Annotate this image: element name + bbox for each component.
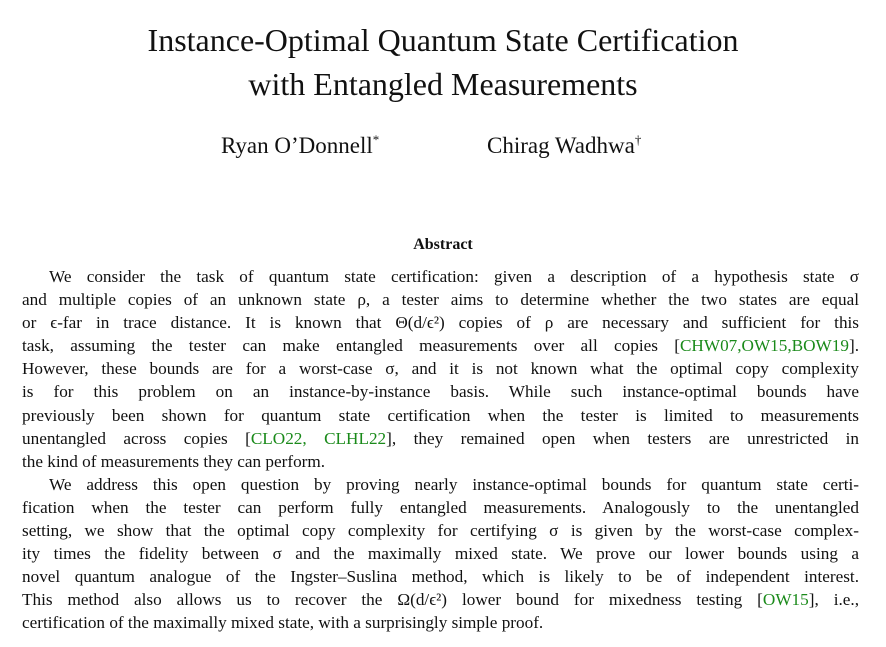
abstract-line: and multiple copies of an unknown state ρ, a tester aims to determine whether the two states are equal xyxy=(22,290,859,310)
citation-link[interactable]: OW15 xyxy=(762,590,809,610)
abstract-line: unentangled across copies [CLO22, CLHL22], they remained open when testers are unrestricted in xyxy=(22,428,859,448)
citation-link[interactable]: CLO22, CLHL22 xyxy=(250,428,387,448)
citation-link[interactable]: CHW07,OW15,BOW19 xyxy=(679,336,849,356)
abstract-body xyxy=(22,265,859,635)
author-2-footnote-mark: † xyxy=(634,132,642,147)
abstract-line: task, assuming the tester can make entangled measurements over all copies [CHW07,OW15,BOW19]. xyxy=(22,336,859,356)
abstract-line: fication when the tester can perform fully entangled measurements. Analogously to the unentangled xyxy=(22,497,859,517)
paper-title xyxy=(0,18,886,106)
author-1-footnote-mark: * xyxy=(372,132,380,147)
author-1-name: Ryan O’Donnell xyxy=(221,133,373,158)
abstract-line: the kind of measurements they can perform. xyxy=(22,451,326,471)
abstract-line: ity times the fidelity between σ and the maximally mixed state. We prove our lower bounds using a xyxy=(22,544,859,564)
abstract-line: previously been shown for quantum state certification when the tester is limited to measurements xyxy=(22,405,859,425)
abstract-line: or ϵ-far in trace distance. It is known that Θ(d/ϵ²) copies of ρ are necessary and sufficient for this xyxy=(22,313,859,333)
author-list xyxy=(0,132,886,166)
title-line-1: Instance-Optimal Quantum State Certification xyxy=(147,22,739,58)
abstract-line: However, these bounds are for a worst-case σ, and it is not known what the optimal copy complexity xyxy=(22,359,859,379)
author-name xyxy=(221,132,379,159)
abstract-line: certification of the maximally mixed state, with a surprisingly simple proof. xyxy=(22,613,544,633)
abstract-heading: Abstract xyxy=(413,236,473,253)
title-line-2: with Entangled Measurements xyxy=(248,66,638,102)
abstract-line: We address this open question by proving nearly instance-optimal bounds for quantum state certi- xyxy=(49,474,859,494)
abstract-line: is for this problem on an instance-by-instance basis. While such instance-optimal bounds have xyxy=(22,382,859,402)
author-2-name: Chirag Wadhwa xyxy=(487,133,635,158)
abstract-line: We consider the task of quantum state certification: given a description of a hypothesis state σ xyxy=(49,267,859,286)
abstract-line: setting, we show that the optimal copy complexity for certifying σ is given by the worst-case complex- xyxy=(22,521,859,541)
author-name xyxy=(487,132,641,159)
abstract-line: novel quantum analogue of the Ingster–Suslina method, which is likely to be of independent interest. xyxy=(22,567,859,587)
abstract-line: This method also allows us to recover the Ω(d/ϵ²) lower bound for mixedness testing [OW15], i.e., xyxy=(22,590,859,610)
